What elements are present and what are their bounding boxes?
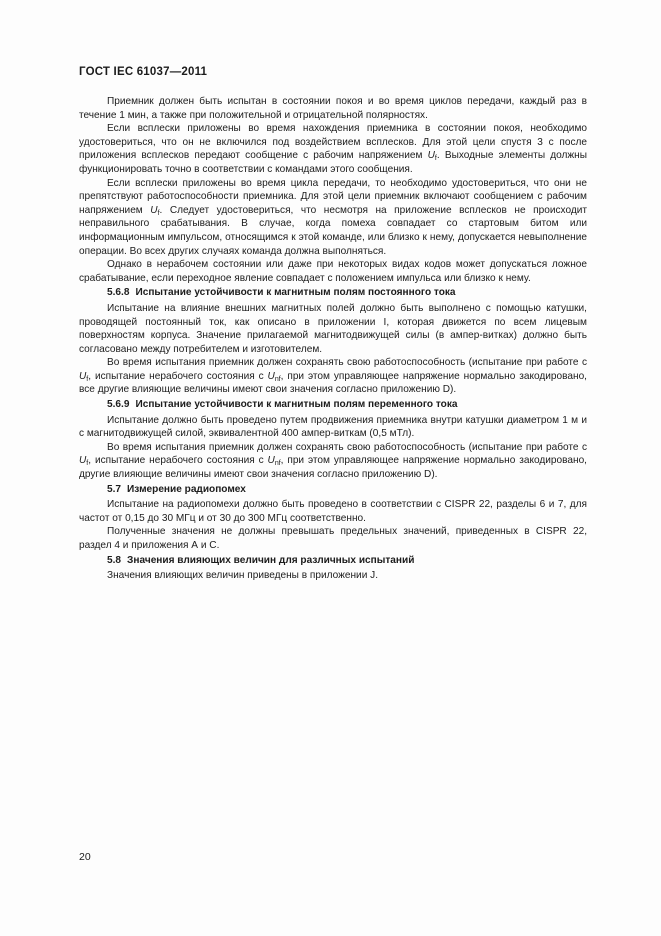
page-number: 20 <box>79 851 91 863</box>
document-header: ГОСТ IEC 61037—2011 <box>79 66 208 78</box>
section-heading-5-8: 5.8 Значения влияющих величин для различных испытаний <box>107 554 415 566</box>
page-content <box>79 95 587 583</box>
paragraph: Полученные значения не должны превышать предельных значений, приведенных в CISPR 22, раздел 4 и приложения А и С. <box>79 526 587 551</box>
paragraph: Во время испытания приемник должен сохранять свою работоспособность (испытание при работе с $U_f$, испытание нерабочего состояния с $U_{nf}$, при этом управляющее напряжение нормально закодировано, другие влияющие величины имеют свои значения согласно приложению D). <box>79 441 587 481</box>
paragraph: Если всплески приложены во время цикла передачи, то необходимо удостовериться, что они не препятствуют работоспособности приемника. Для этой цели приемник включают сообщением с рабочим напряжением $U_f$. Следует удостовериться, что несмотря на приложение всплесков не происходит неправильного срабатывания. В случае, когда помеха совпадает со стартовым битом или информационным импульсом, относящимся к этой команде, или близко к нему, допускается невыполнение операции. Во всех других случаях команда должна выполняться. <box>79 177 587 257</box>
paragraph: Однако в нерабочем состоянии или даже при некоторых видах кодов может допускаться ложное срабатывание, если переходное явление совпадает с положением импульса или близко к нему. <box>79 259 587 284</box>
section-heading-5-6-8: 5.6.8 Испытание устойчивости к магнитным полям постоянного тока <box>107 287 456 299</box>
paragraph: Значения влияющих величин приведены в приложении J. <box>107 570 378 582</box>
paragraph: Испытание на радиопомехи должно быть проведено в соответствии с CISPR 22, разделы 6 и 7, для частот от 0,15 до 30 МГц и от 30 до 300 МГц соответственно. <box>79 499 587 524</box>
section-heading-5-6-9: 5.6.9 Испытание устойчивости к магнитным полям переменного тока <box>107 399 458 411</box>
paragraph: Если всплески приложены во время нахождения приемника в состоянии покоя, необходимо удостовериться, что он не включился под воздействием всплесков. Для этой цели спустя 3 с после приложения всплесков передают сообщение с рабочим напряжением $U_f$. Выходные элементы должны функционировать точно в соответствии с командами этого сообщения. <box>79 123 588 175</box>
paragraph: Приемник должен быть испытан в состоянии покоя и во время циклов передачи, каждый раз в течение 1 мин, а также при положительной и отрицательной полярностях. <box>79 96 587 121</box>
section-heading-5-7: 5.7 Измерение радиопомех <box>107 483 246 495</box>
paragraph: Испытание на влияние внешних магнитных полей должно быть выполнено с помощью катушки, проводящей постоянный ток, как описано в приложении I, которая движется по всем лицевым поверхностям корпуса. Значение прилагаемой магнитодвижущей силы (в ампер-витках) должно быть согласовано между потребителем и изготовителем. <box>79 302 587 355</box>
paragraph: Испытание должно быть проведено путем продвижения приемника внутри катушки диаметром 1 м и с магнитодвижущей силой, эквивалентной 400 ампер-виткам (0,5 мТл). <box>79 414 587 440</box>
paragraph: Во время испытания приемник должен сохранять свою работоспособность (испытание при работе с $U_f$, испытание нерабочего состояния с $U_{nf}$, при этом управляющее напряжение нормально закодировано, все другие влияющие величины имеют свои значения согласно приложению D). <box>79 357 587 396</box>
